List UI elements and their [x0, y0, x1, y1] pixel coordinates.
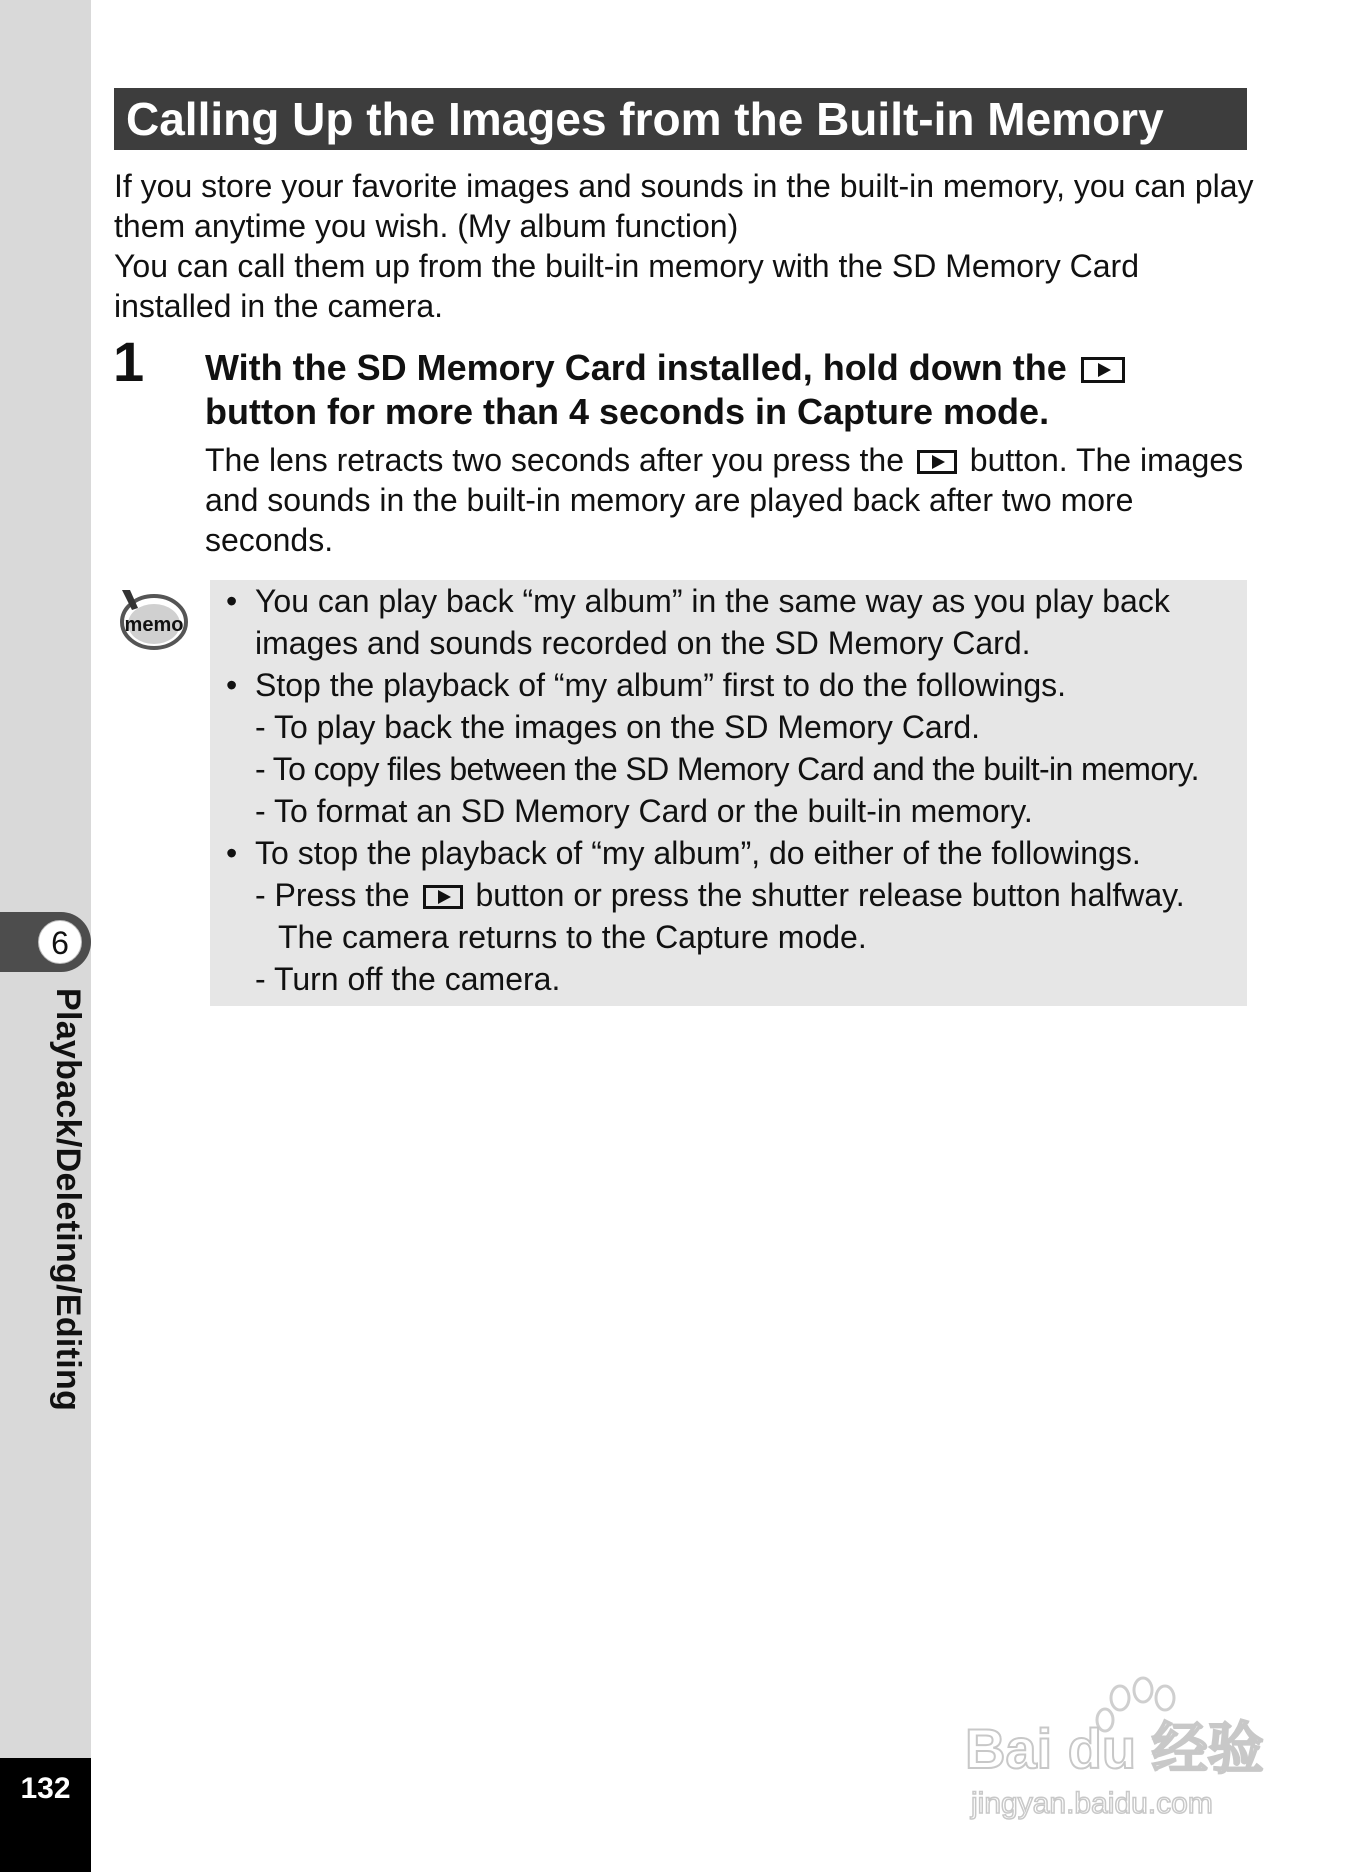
- memo-text: button or press the shutter release button halfway.: [475, 877, 1185, 913]
- memo-line: images and sounds recorded on the SD Memory Card.: [255, 625, 1031, 661]
- memo-line: • Stop the playback of “my album” first to do the followings.: [226, 664, 1246, 706]
- memo-line: • You can play back “my album” in the same way as you play back: [226, 580, 1246, 622]
- memo-line: The camera returns to the Capture mode.: [278, 919, 867, 955]
- step-title-part1: With the SD Memory Card installed, hold down the: [205, 347, 1067, 388]
- section-heading: Calling Up the Images from the Built-in Memory: [114, 88, 1247, 150]
- watermark-url: jingyan.baidu.com: [971, 1787, 1213, 1820]
- step-body-part1: The lens retracts two seconds after you press the: [205, 442, 904, 478]
- watermark-brand: Bai du 经验: [965, 1717, 1264, 1780]
- step-title: [205, 346, 1255, 434]
- memo-line: - To copy files between the SD Memory Card and the built-in memory.: [255, 751, 1199, 787]
- intro-text-2: You can call them up from the built-in memory with the SD Memory Card installed in the camera.: [114, 248, 1139, 324]
- page-number: 132: [20, 1772, 71, 1805]
- baidu-watermark: [965, 1668, 1285, 1828]
- memo-line-with-icon: [226, 874, 1246, 916]
- chapter-title: Playback/Deleting/Editing: [49, 988, 87, 1412]
- chapter-number: 6: [38, 920, 82, 964]
- memo-line: - To play back the images on the SD Memory Card.: [255, 709, 981, 745]
- step-number: 1: [113, 330, 145, 393]
- memo-list: [226, 580, 1246, 1000]
- memo-line: - To format an SD Memory Card or the built-in memory.: [255, 793, 1033, 829]
- play-button-icon: [917, 450, 957, 474]
- step-body-part2: button. The images and sounds in the built-in memory are played back after two more seconds.: [205, 442, 1244, 558]
- step-title-part2: button for more than 4 seconds in Capture mode.: [205, 391, 1050, 432]
- step-description: [205, 440, 1255, 560]
- play-button-icon: [423, 885, 463, 909]
- intro-paragraph: [114, 166, 1254, 326]
- memo-line: - Turn off the camera.: [255, 961, 561, 997]
- memo-line: • To stop the playback of “my album”, do either of the followings.: [226, 832, 1246, 874]
- memo-text: - Press the: [255, 877, 410, 913]
- memo-icon-label: memo: [124, 614, 184, 636]
- memo-icon: [116, 586, 188, 650]
- intro-text-1: If you store your favorite images and sounds in the built-in memory, you can play them anytime you wish. (My album function): [114, 168, 1254, 244]
- play-button-icon: [1081, 357, 1125, 383]
